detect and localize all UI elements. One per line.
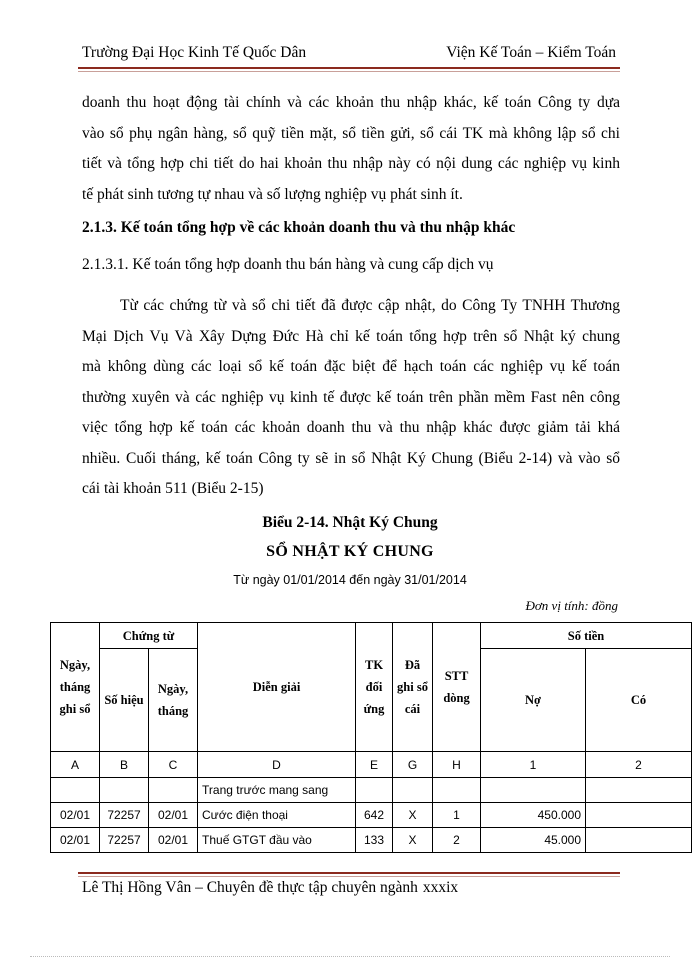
col-header-credit: Có (586, 649, 692, 752)
ledger-period: Từ ngày 01/01/2014 đến ngày 31/01/2014 (233, 573, 467, 587)
column-code: H (433, 752, 481, 778)
text-line: tiết và tổng hợp chi tiết do hai khoản thu nhập này có nội dung các nghiệp vụ kinh (82, 155, 620, 172)
text-line: thường xuyên và các nghiệp vụ kinh tế được kế toán trên phần mềm Fast nên công (82, 388, 620, 406)
general-journal-table (50, 622, 692, 853)
cell-line: 2 (433, 828, 481, 853)
column-code-row (51, 752, 692, 778)
header-institute: Viện Kế Toán – Kiểm Toán (446, 44, 616, 61)
header-university: Trường Đại Học Kinh Tế Quốc Dân (82, 44, 307, 61)
text-line: việc tổng hợp kế toán các khoản doanh thu và thu nhập khác được giảm tải khá (82, 419, 620, 436)
cell-posted: X (393, 828, 433, 853)
table-header-row (51, 623, 692, 649)
cell-line: 1 (433, 803, 481, 828)
text-line: tế phát sinh tương tự nhau và số lượng nghiệp vụ phát sinh ít. (82, 185, 463, 203)
footer-rule (78, 872, 620, 874)
cell-account: 642 (356, 803, 393, 828)
col-header-voucher-no: Số hiệu (100, 649, 149, 752)
col-header-voucher: Chứng từ (100, 623, 198, 649)
subsection-heading: 2.1.3.1. Kế toán tổng hợp doanh thu bán hàng và cung cấp dịch vụ (82, 256, 494, 273)
col-header-debit: Nợ (481, 649, 586, 752)
header-rule-thin (78, 71, 620, 72)
col-header-date: Ngày, tháng ghi sổ (51, 623, 100, 752)
text-line: Từ các chứng từ và sổ chi tiết đã được cập nhật, do Công Ty TNHH Thương (120, 297, 620, 314)
footer-author: Lê Thị Hồng Vân – Chuyên đề thực tập chuyên ngành (82, 879, 418, 896)
cell-debit: 45.000 (481, 828, 586, 853)
cell-date: 02/01 (51, 803, 100, 828)
cell-voucher-date: 02/01 (149, 803, 198, 828)
header-rule (78, 67, 620, 69)
text-line: doanh thu hoạt động tài chính và các khoản thu nhập khác, kế toán Công ty dựa (82, 94, 620, 111)
page-number: xxxix (422, 879, 459, 896)
col-header-posted: Đã ghi sổ cái (393, 623, 433, 752)
cell-posted: X (393, 803, 433, 828)
body-paragraph (82, 291, 620, 505)
column-code: A (51, 752, 100, 778)
cell-date: 02/01 (51, 828, 100, 853)
column-code: G (393, 752, 433, 778)
column-code: 1 (481, 752, 586, 778)
col-header-voucher-date: Ngày, tháng (149, 649, 198, 752)
cell-voucher-no: 72257 (100, 803, 149, 828)
column-code: D (198, 752, 356, 778)
col-header-amount: Số tiền (481, 623, 692, 649)
column-code: E (356, 752, 393, 778)
table-row (51, 778, 692, 803)
cell-voucher-no: 72257 (100, 828, 149, 853)
cell-debit: 450.000 (481, 803, 586, 828)
text-line: Mại Dịch Vụ Và Xây Dựng Đức Hà chỉ kế toán tổng hợp trên sổ Nhật ký chung (82, 327, 620, 345)
footer-rule-thin (78, 876, 620, 877)
col-header-description: Diễn giải (198, 623, 356, 752)
currency-unit: Đơn vị tính: đồng (525, 598, 618, 613)
carry-forward-label: Trang trước mang sang (198, 778, 356, 803)
cell-credit (586, 828, 692, 853)
cell-voucher-date: 02/01 (149, 828, 198, 853)
text-line: vào sổ phụ ngân hàng, sổ quỹ tiền mặt, sổ tiền gửi, sổ cái TK mà không lập sổ chi (82, 124, 620, 142)
column-code: C (149, 752, 198, 778)
column-code: 2 (586, 752, 692, 778)
text-line: cái tài khoản 511 (Biểu 2-15) (82, 480, 264, 497)
col-header-account: TK đối ứng (356, 623, 393, 752)
cell-description: Thuế GTGT đầu vào (198, 828, 356, 853)
text-line: mà không dùng các loại sổ kế toán đặc biệt để hạch toán các nghiệp vụ kế toán (82, 358, 620, 375)
intro-paragraph (82, 88, 620, 210)
table-row (51, 828, 692, 853)
page-edge-divider (30, 956, 670, 957)
cell-account: 133 (356, 828, 393, 853)
text-line: nhiều. Cuối tháng, kế toán Công ty sẽ in sổ Nhật Ký Chung (Biểu 2-14) và vào sổ (82, 449, 620, 467)
cell-credit (586, 803, 692, 828)
section-heading: 2.1.3. Kế toán tổng hợp về các khoản doanh thu và thu nhập khác (82, 219, 516, 236)
table-row (51, 803, 692, 828)
column-code: B (100, 752, 149, 778)
figure-caption: Biểu 2-14. Nhật Ký Chung (262, 514, 438, 531)
col-header-line: STT dòng (433, 623, 481, 752)
ledger-title: SỔ NHẬT KÝ CHUNG (266, 543, 434, 560)
cell-description: Cước điện thoại (198, 803, 356, 828)
page-footer (82, 879, 458, 897)
